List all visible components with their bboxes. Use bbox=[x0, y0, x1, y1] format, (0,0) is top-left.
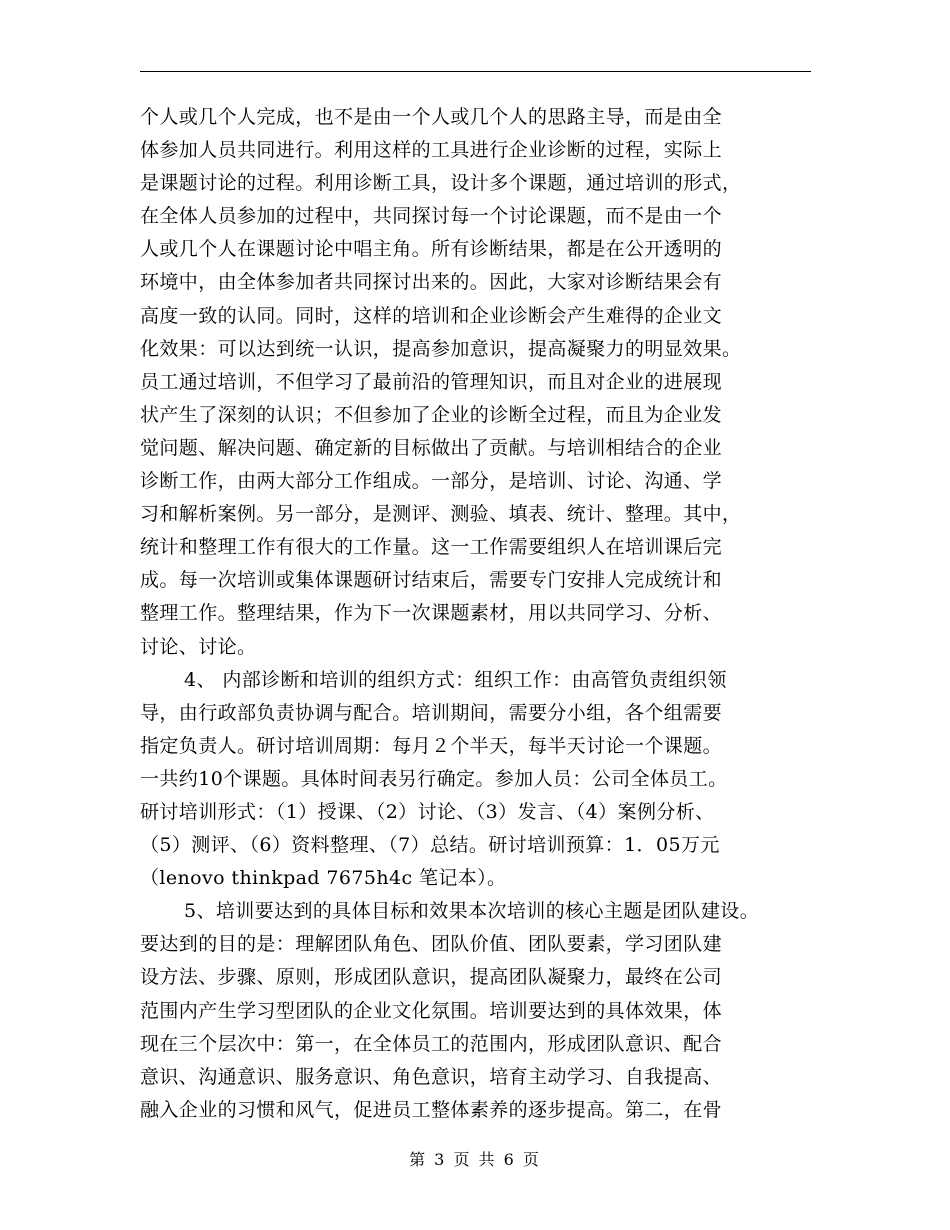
text-line: 人或几个人在课题讨论中唱主角。所有诊断结果，都是在公开透明的 bbox=[140, 238, 723, 261]
text-line: （5）测评、（6）资料整理、（7）总结。研讨培训预算：1．05万元 bbox=[140, 834, 720, 857]
text-line: 体参加人员共同进行。利用这样的工具进行企业诊断的过程，实际上 bbox=[140, 139, 723, 162]
text-line: 导，由行政部负责协调与配合。培训期间，需要分小组，各个组需要 bbox=[140, 701, 723, 724]
text-line: 环境中，由全体参加者共同探讨出来的。因此，大家对诊断结果会有 bbox=[140, 271, 723, 294]
page-footer bbox=[0, 1147, 950, 1170]
text-line: 现在三个层次中：第一，在全体员工的范围内，形成团队意识、配合 bbox=[140, 1032, 723, 1055]
text-line: 觉问题、解决问题、确定新的目标做出了贡献。与培训相结合的企业 bbox=[140, 436, 723, 459]
text-line: 诊断工作，由两大部分工作组成。一部分，是培训、讨论、沟通、学 bbox=[140, 470, 723, 493]
text-line: 在全体人员参加的过程中，共同探讨每一个讨论课题，而不是由一个 bbox=[140, 205, 723, 228]
text-line: 指定负责人。研讨培训周期：每月２个半天，每半天讨论一个课题。 bbox=[140, 734, 723, 757]
text-line: （lenovo thinkpad 7675h4c 笔记本）。 bbox=[140, 867, 507, 890]
text-line: 员工通过培训，不但学习了最前沿的管理知识，而且对企业的进展现 bbox=[140, 370, 723, 393]
text-line: 意识、沟通意识、服务意识、角色意识，培育主动学习、自我提高、 bbox=[140, 1065, 723, 1088]
text-line: 讨论、讨论。 bbox=[140, 635, 257, 658]
text-line: 整理工作。整理结果，作为下一次课题素材，用以共同学习、分析、 bbox=[140, 602, 723, 625]
text-line: 4、 内部诊断和培训的组织方式：组织工作：由高管负责组织领 bbox=[184, 668, 727, 691]
page-number-label: 第 3 页 共 6 页 bbox=[409, 1150, 541, 1169]
text-line: 状产生了深刻的认识；不但参加了企业的诊断全过程，而且为企业发 bbox=[140, 403, 723, 426]
text-line: 范围内产生学习型团队的企业文化氛围。培训要达到的具体效果，体 bbox=[140, 999, 723, 1022]
text-line: 要达到的目的是：理解团队角色、团队价值、团队要素，学习团队建 bbox=[140, 933, 723, 956]
text-line: 融入企业的习惯和风气，促进员工整体素养的逐步提高。第二，在骨 bbox=[140, 1098, 723, 1121]
text-line: 是课题讨论的过程。利用诊断工具，设计多个课题，通过培训的形式， bbox=[140, 172, 742, 195]
text-line: 成。每一次培训或集体课题研讨结束后，需要专门安排人完成统计和 bbox=[140, 569, 723, 592]
text-line: 5、培训要达到的具体目标和效果本次培训的核心主题是团队建设。 bbox=[184, 900, 760, 923]
document-body bbox=[140, 101, 830, 1127]
text-line: 统计和整理工作有很大的工作量。这一工作需要组织人在培训课后完 bbox=[140, 536, 723, 559]
text-line: 个人或几个人完成，也不是由一个人或几个人的思路主导，而是由全 bbox=[140, 106, 723, 128]
text-line: 习和解析案例。另一部分，是测评、测验、填表、统计、整理。其中， bbox=[140, 503, 742, 526]
text-line: 设方法、步骤、原则，形成团队意识，提高团队凝聚力，最终在公司 bbox=[140, 966, 723, 989]
header-rule bbox=[140, 71, 811, 72]
text-line: 高度一致的认同。同时，这样的培训和企业诊断会产生难得的企业文 bbox=[140, 304, 723, 327]
text-line: 一共约10个课题。具体时间表另行确定。参加人员：公司全体员工。 bbox=[140, 767, 728, 790]
text-line: 研讨培训形式：（1）授课、（2）讨论、（3）发言、（4）案例分析、 bbox=[140, 800, 715, 823]
text-line: 化效果：可以达到统一认识，提高参加意识，提高凝聚力的明显效果。 bbox=[140, 337, 742, 360]
